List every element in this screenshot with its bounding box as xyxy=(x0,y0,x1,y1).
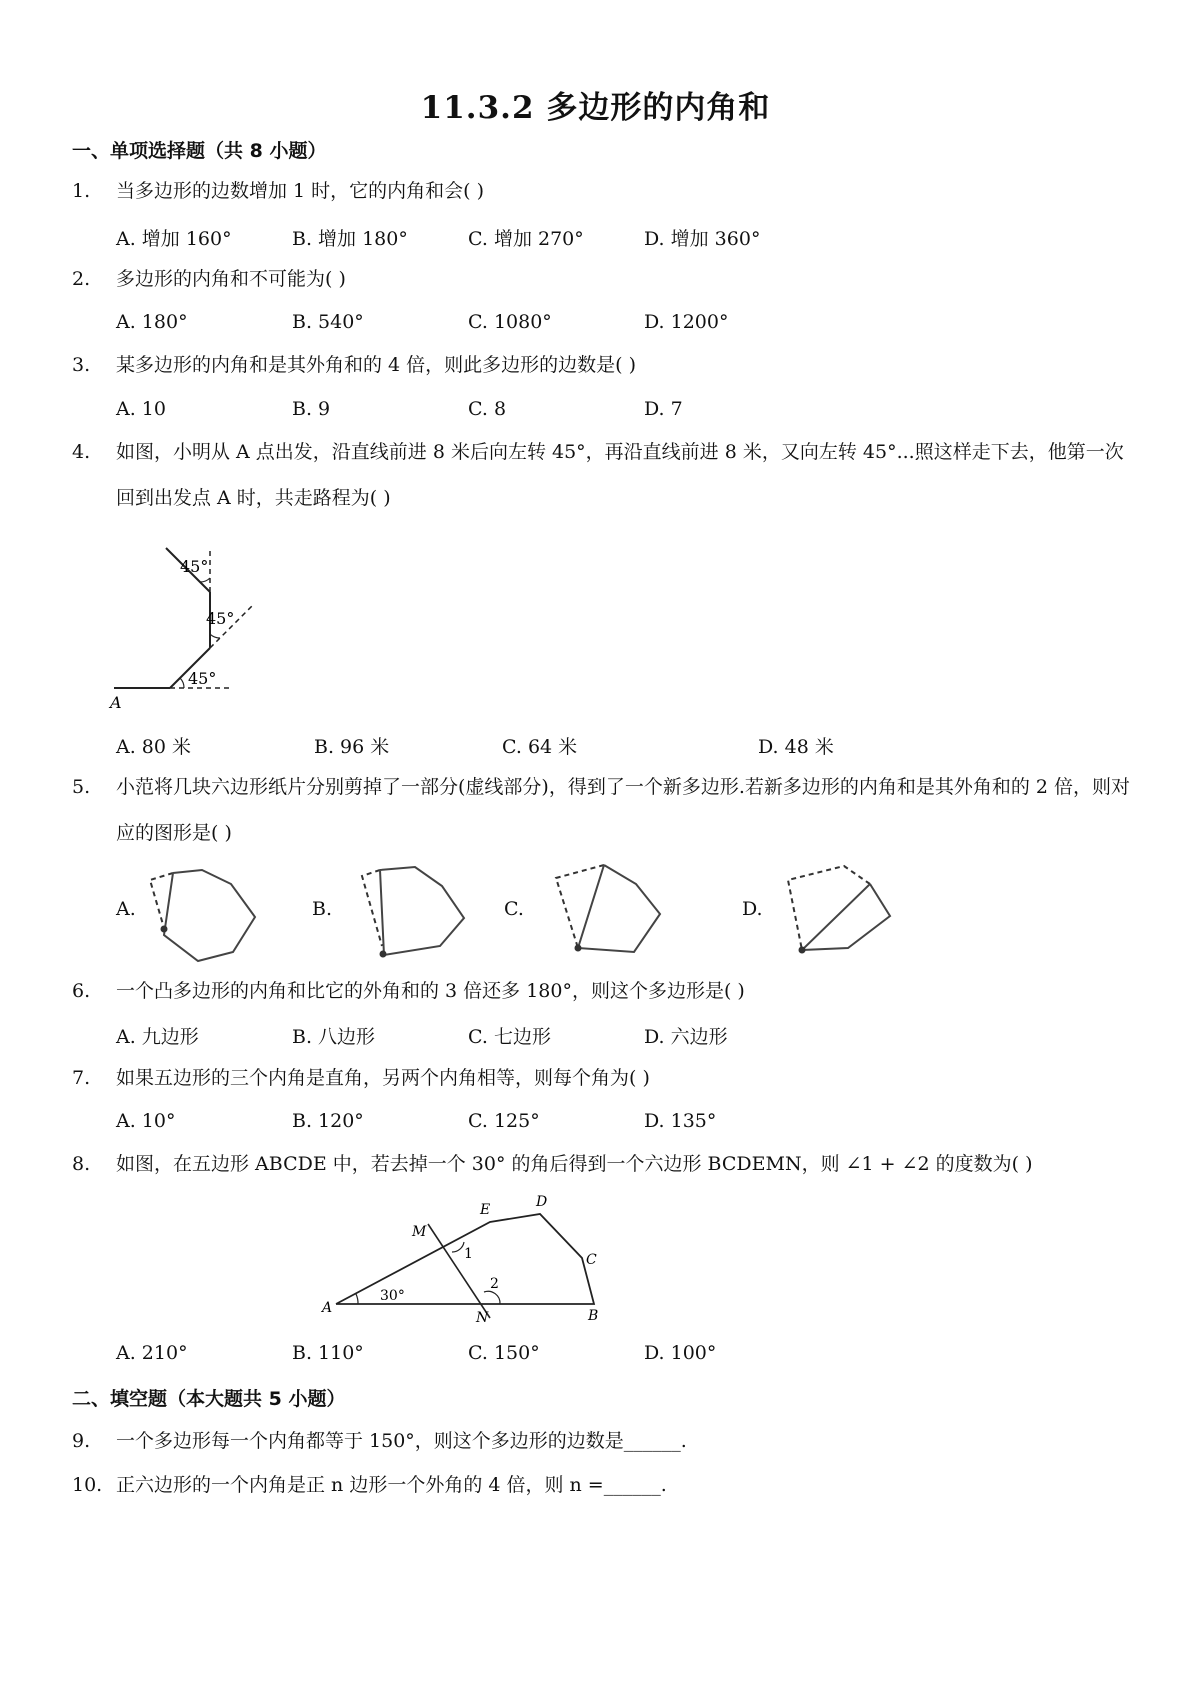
hexagon-figure-b[interactable] xyxy=(342,858,482,968)
angle-arc xyxy=(356,1294,358,1304)
option-a[interactable]: A. xyxy=(116,898,136,920)
option-a[interactable]: A. 80 米 xyxy=(116,736,192,758)
hexagon-figure-c[interactable] xyxy=(544,856,684,966)
pentagon-figure xyxy=(310,1190,620,1330)
question-number: 8. xyxy=(72,1153,91,1175)
angle-arc xyxy=(200,578,210,582)
question-text: 当多边形的边数增加 1 时，它的内角和会( ) xyxy=(116,180,485,202)
question-text: 如图，小明从 A 点出发，沿直线前进 8 米后向左转 45°，再沿直线前进 8 米，又向左转 45°...照这样走下去，他第一次回到出发点 A 时，共走路程为( ) xyxy=(116,441,1124,509)
question-text: 如图，在五边形 ABCDE 中，若去掉一个 30° 的角后得到一个六边形 BCDEMN，则 ∠1 + ∠2 的度数为( ) xyxy=(116,1153,1033,1175)
option-b[interactable]: B. 120° xyxy=(292,1110,364,1132)
angle-label: 45° xyxy=(206,609,235,628)
question-number: 4. xyxy=(72,441,91,463)
angle-label-2: 2 xyxy=(490,1276,499,1292)
angle-label: 45° xyxy=(188,669,217,688)
option-b[interactable]: B. 96 米 xyxy=(314,736,390,758)
question-text: 一个凸多边形的内角和比它的外角和的 3 倍还多 180°，则这个多边形是( ) xyxy=(116,980,745,1002)
question-number: 2. xyxy=(72,268,91,290)
option-d[interactable]: D. xyxy=(742,898,763,920)
hexagon-figure-a[interactable] xyxy=(140,862,280,972)
option-b[interactable]: B. 八边形 xyxy=(292,1026,376,1048)
question-number: 1. xyxy=(72,180,91,202)
angle-arc xyxy=(484,1291,500,1304)
angle-label: 45° xyxy=(180,557,209,576)
section-heading-fill: 二、填空题（本大题共 5 小题） xyxy=(72,1388,346,1410)
option-c[interactable]: C. 150° xyxy=(468,1342,540,1364)
page-title: 11.3.2 多边形的内角和 xyxy=(420,90,771,126)
section-heading-choice: 一、单项选择题（共 8 小题） xyxy=(72,140,327,162)
point-label-e: E xyxy=(480,1202,491,1218)
hexagon-figure-d[interactable] xyxy=(782,860,922,970)
option-a[interactable]: A. 10 xyxy=(116,398,166,420)
option-a[interactable]: A. 180° xyxy=(116,311,188,333)
option-d[interactable]: D. 135° xyxy=(644,1110,717,1132)
option-c[interactable]: C. 64 米 xyxy=(502,736,578,758)
point-label-a: A xyxy=(110,693,122,712)
option-a[interactable]: A. 增加 160° xyxy=(116,228,232,250)
option-c[interactable]: C. 增加 270° xyxy=(468,228,584,250)
point-label-n: N xyxy=(476,1310,489,1326)
point-label-a: A xyxy=(322,1300,333,1316)
question-text: 某多边形的内角和是其外角和的 4 倍，则此多边形的边数是( ) xyxy=(116,354,637,376)
question-text: 多边形的内角和不可能为( ) xyxy=(116,268,346,290)
option-b[interactable]: B. xyxy=(312,898,333,920)
option-c[interactable]: C. xyxy=(504,898,524,920)
option-d[interactable]: D. 7 xyxy=(644,398,683,420)
question-number: 10. xyxy=(72,1474,103,1496)
angle-arc xyxy=(452,1242,464,1252)
option-b[interactable]: B. 9 xyxy=(292,398,331,420)
option-c[interactable]: C. 七边形 xyxy=(468,1026,551,1048)
option-d[interactable]: D. 增加 360° xyxy=(644,228,761,250)
angle-arc xyxy=(180,678,184,688)
point-label-c: C xyxy=(586,1252,597,1268)
question-number: 9. xyxy=(72,1430,91,1452)
option-a[interactable]: A. 10° xyxy=(116,1110,176,1132)
option-b[interactable]: B. 增加 180° xyxy=(292,228,408,250)
question-number: 5. xyxy=(72,776,91,798)
option-a[interactable]: A. 210° xyxy=(116,1342,188,1364)
angle-label: 30° xyxy=(380,1288,405,1304)
question-text: 小范将几块六边形纸片分别剪掉了一部分(虚线部分)，得到了一个新多边形.若新多边形的内角和是其外角和的 2 倍，则对应的图形是( ) xyxy=(116,776,1131,844)
question-number: 7. xyxy=(72,1067,91,1089)
angle-label-1: 1 xyxy=(464,1246,473,1262)
option-a[interactable]: A. 九边形 xyxy=(116,1026,199,1048)
option-c[interactable]: C. 1080° xyxy=(468,311,552,333)
point-label-m: M xyxy=(412,1224,427,1240)
question-text[interactable]: 正六边形的一个内角是正 n 边形一个外角的 4 倍，则 n =______. xyxy=(116,1474,667,1496)
question-text: 如果五边形的三个内角是直角，另两个内角相等，则每个角为( ) xyxy=(116,1067,650,1089)
option-c[interactable]: C. 125° xyxy=(468,1110,540,1132)
option-d[interactable]: D. 48 米 xyxy=(758,736,834,758)
option-b[interactable]: B. 110° xyxy=(292,1342,364,1364)
point-label-b: B xyxy=(588,1308,599,1324)
point-label-d: D xyxy=(536,1194,548,1210)
question-number: 6. xyxy=(72,980,91,1002)
option-c[interactable]: C. 8 xyxy=(468,398,507,420)
option-d[interactable]: D. 1200° xyxy=(644,311,729,333)
option-d[interactable]: D. 六边形 xyxy=(644,1026,728,1048)
question-text[interactable]: 一个多边形每一个内角都等于 150°，则这个多边形的边数是______. xyxy=(116,1430,687,1452)
question-number: 3. xyxy=(72,354,91,376)
walking-path-figure xyxy=(100,540,270,720)
option-b[interactable]: B. 540° xyxy=(292,311,364,333)
option-d[interactable]: D. 100° xyxy=(644,1342,717,1364)
angle-arc xyxy=(210,634,220,638)
